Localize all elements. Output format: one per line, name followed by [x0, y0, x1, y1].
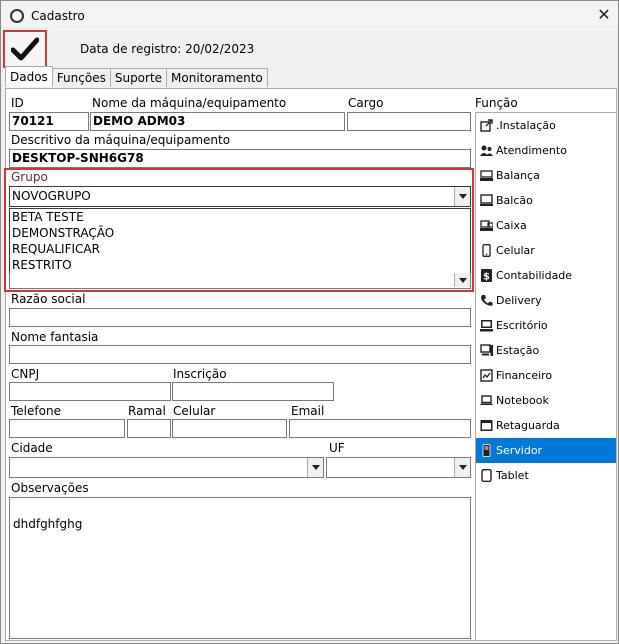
- checkmark-icon: [11, 37, 39, 61]
- secondary-combo[interactable]: [9, 273, 471, 289]
- funcao-item-tablet[interactable]: [476, 463, 616, 488]
- grupo-option[interactable]: REQUALIFICAR: [12, 242, 100, 256]
- funcao-list[interactable]: [475, 112, 617, 641]
- finance-icon: [480, 369, 493, 382]
- observacoes-textarea[interactable]: dhdfghfghg: [9, 497, 471, 639]
- register-icon: [480, 219, 493, 232]
- funcao-item-label: Balcão: [496, 194, 533, 207]
- funcao-item-label: Escritório: [496, 319, 548, 332]
- cargo-field[interactable]: [347, 112, 471, 131]
- razao-label: Razão social: [11, 292, 86, 306]
- funcao-item-label: Caixa: [496, 219, 527, 232]
- chevron-down-icon: [459, 278, 467, 283]
- tab-bar: [5, 68, 267, 88]
- cnpj-label: CNPJ: [11, 367, 40, 381]
- funcao-item-balanca[interactable]: [476, 163, 616, 188]
- confirm-button[interactable]: [3, 30, 47, 68]
- ramal-label: Ramal: [128, 404, 166, 418]
- office-icon: [480, 319, 493, 332]
- tablet-icon: [480, 469, 493, 482]
- svg-text:$: $: [483, 271, 490, 282]
- razao-field[interactable]: [9, 308, 471, 327]
- descritivo-field[interactable]: DESKTOP-SNH6G78: [9, 149, 471, 168]
- fantasia-field[interactable]: [9, 345, 471, 364]
- funcao-item-atendimento[interactable]: [476, 138, 616, 163]
- grupo-option[interactable]: RESTRITO: [12, 258, 72, 272]
- cidade-dropdown-button[interactable]: [307, 458, 323, 477]
- funcao-item-label: Notebook: [496, 394, 549, 407]
- cidade-combo[interactable]: [9, 457, 324, 478]
- email-field[interactable]: [289, 419, 471, 438]
- funcao-item-contabilidade[interactable]: [476, 263, 616, 288]
- funcao-item-label: .Instalação: [496, 119, 556, 132]
- tab-funcoes[interactable]: Funções: [52, 68, 111, 87]
- nome-label: Nome da máquina/equipamento: [92, 96, 287, 110]
- inscricao-label: Inscrição: [173, 367, 227, 381]
- title-bar: [1, 1, 618, 31]
- cidade-label: Cidade: [11, 441, 53, 455]
- funcao-item-escritorio[interactable]: [476, 313, 616, 338]
- id-field[interactable]: 70121: [9, 112, 89, 131]
- tab-suporte[interactable]: Suporte: [110, 68, 167, 87]
- celular-label: Celular: [173, 404, 216, 418]
- phone-call-icon: [480, 294, 493, 307]
- nome-field[interactable]: DEMO ADM03: [90, 112, 345, 131]
- funcao-item-label: Delivery: [496, 294, 542, 307]
- data-registro-label: Data de registro: 20/02/2023: [80, 42, 255, 56]
- people-icon: [480, 144, 493, 157]
- fantasia-label: Nome fantasia: [11, 330, 99, 344]
- telefone-field[interactable]: [9, 419, 125, 438]
- funcao-item-label: Contabilidade: [496, 269, 573, 282]
- ramal-field[interactable]: [127, 419, 171, 438]
- external-link-icon: [480, 119, 493, 132]
- telefone-label: Telefone: [11, 404, 61, 418]
- funcao-item-label: Retaguarda: [496, 419, 560, 432]
- cnpj-field[interactable]: [9, 382, 171, 401]
- inscricao-field[interactable]: [172, 382, 334, 401]
- chevron-down-icon: [312, 465, 320, 470]
- funcao-item-servidor[interactable]: [476, 438, 616, 463]
- grupo-dropdown-list: [9, 208, 471, 274]
- funcao-item-estacao[interactable]: [476, 338, 616, 363]
- grupo-label: Grupo: [11, 170, 48, 184]
- uf-dropdown-button[interactable]: [454, 458, 470, 477]
- server-icon: [480, 444, 493, 457]
- workstation-icon: [480, 344, 493, 357]
- descritivo-label: Descritivo da máquina/equipamento: [11, 133, 231, 147]
- chevron-down-icon: [459, 194, 467, 199]
- close-icon[interactable]: ✕: [597, 5, 611, 24]
- celular-field[interactable]: [172, 419, 287, 438]
- grupo-combo[interactable]: [9, 186, 471, 207]
- funcao-item-delivery[interactable]: [476, 288, 616, 313]
- grupo-dropdown-button[interactable]: [454, 187, 470, 206]
- email-label: Email: [291, 404, 325, 418]
- screen-icon: [480, 419, 493, 432]
- funcao-item-label: Celular: [496, 244, 535, 257]
- funcao-item-caixa[interactable]: [476, 213, 616, 238]
- funcao-item-label: Estação: [496, 344, 540, 357]
- uf-label: UF: [329, 441, 345, 455]
- tab-dados[interactable]: Dados: [5, 66, 53, 87]
- funcao-item-instalacao[interactable]: [476, 113, 616, 138]
- funcao-label: Função: [475, 96, 518, 110]
- funcao-item-label: Financeiro: [496, 369, 553, 382]
- funcao-item-label: Tablet: [496, 469, 529, 482]
- uf-combo[interactable]: [326, 457, 471, 478]
- obs-label: Observações: [11, 481, 89, 495]
- funcao-item-celular[interactable]: [476, 238, 616, 263]
- window-title: Cadastro: [31, 9, 85, 23]
- chevron-down-icon: [459, 465, 467, 470]
- grupo-option[interactable]: BETA TESTE: [12, 210, 84, 224]
- phone-icon: [480, 244, 493, 257]
- monitor-icon: [480, 194, 493, 207]
- app-icon: [10, 9, 24, 23]
- funcao-item-label: Balança: [496, 169, 540, 182]
- funcao-item-financeiro[interactable]: [476, 363, 616, 388]
- tab-monitoramento[interactable]: Monitoramento: [166, 68, 268, 87]
- id-label: ID: [11, 96, 24, 110]
- funcao-item-notebook[interactable]: [476, 388, 616, 413]
- secondary-dropdown-button[interactable]: [454, 273, 470, 287]
- grupo-option[interactable]: DEMONSTRAÇÃO: [12, 226, 115, 240]
- scale-icon: [480, 169, 493, 182]
- laptop-icon: [480, 394, 493, 407]
- cargo-label: Cargo: [348, 96, 384, 110]
- funcao-item-balcao[interactable]: [476, 188, 616, 213]
- funcao-item-retaguarda[interactable]: [476, 413, 616, 438]
- grupo-combo-value: NOVOGRUPO: [12, 189, 91, 203]
- dollar-icon: [480, 269, 493, 282]
- funcao-item-label: Atendimento: [496, 144, 567, 157]
- funcao-item-label: Servidor: [496, 444, 543, 457]
